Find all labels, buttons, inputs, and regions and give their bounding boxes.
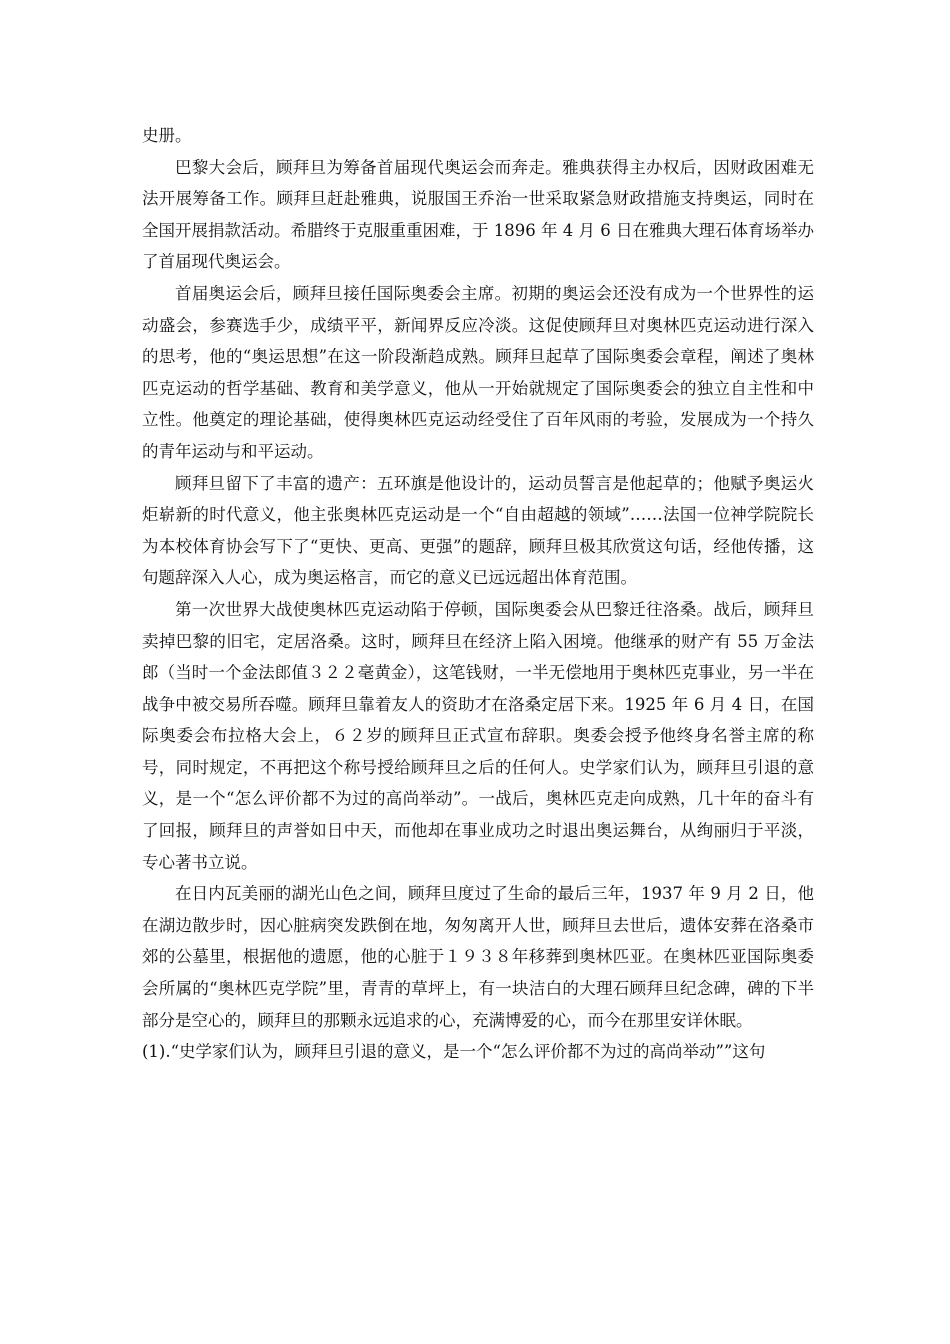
paragraph-ioc-president: 首届奥运会后，顾拜旦接任国际奥委会主席。初期的奥运会还没有成为一个世界性的运动盛会，参赛选手少，成绩平平，新闻界反应冷淡。这促使顾拜旦对奥林匹克运动进行深入的思考，他的“奥运思想”在这一阶段渐趋成熟。顾拜旦起草了国际奥委会章程，阐述了奥林匹克运动的哲学基础、教育和美学意义，他从一开始就规定了国际奥委会的独立自主性和中立性。他奠定的理论基础，使得奥林匹克运动经受住了百年风雨的考验，发展成为一个持久的青年运动与和平运动。 (142, 283, 814, 461)
question-1: (1).“史学家们认为，顾拜旦引退的意义，是一个“怎么评价都不为过的高尚举动””这句 (142, 1042, 766, 1062)
paragraph-legacy: 顾拜旦留下了丰富的遗产：五环旗是他设计的，运动员誓言是他起草的；他赋予奥运火炬崭新的时代意义，他主张奥林匹克运动是一个“自由超越的领域”……法国一位神学院院长为本校体育协会写下了“更快、更高、更强”的题辞，顾拜旦极其欣赏这句话，经他传播，这句题辞深入人心，成为奥运格言，而它的意义已远远超出体育范围。 (142, 473, 814, 588)
paragraph-resignation: 第一次世界大战使奥林匹克运动陷于停顿，国际奥委会从巴黎迁往洛桑。战后，顾拜旦卖掉巴黎的旧宅，定居洛桑。这时，顾拜旦在经济上陷入困境。他继承的财产有 55 万金法郎（当时一个金法郎值３２２毫黄金），这笔钱财，一半无偿地用于奥林匹克事业，另一半在战争中被交易所吞噬。顾拜旦靠着友人的资助才在洛桑定居下来。1925 年 6 月 4 日，在国际奥委会布拉格大会上，６２岁的顾拜旦正式宣布辞职。奥委会授予他终身名誉主席的称号，同时规定，不再把这个称号授给顾拜旦之后的任何人。史学家们认为，顾拜旦引退的意义，是一个“怎么评价都不为过的高尚举动”。一战后，奥林匹克走向成熟，几十年的奋斗有了回报，顾拜旦的声誉如日中天，而他却在事业成功之时退出奥运舞台，从绚丽归于平淡，专心著书立说。 (142, 599, 814, 872)
document-page (142, 120, 814, 1068)
paragraph-final-years: 在日内瓦美丽的湖光山色之间，顾拜旦度过了生命的最后三年，1937 年 9 月 2 日，他在湖边散步时，因心脏病突发跌倒在地，匆匆离开人世，顾拜旦去世后，遗体安葬在洛桑市郊的公墓里，根据他的遗愿，他的心脏于１９３８年移葬到奥林匹亚。在奥林匹亚国际奥委会所属的“奥林匹克学院”里，青青的草坪上，有一块洁白的大理石顾拜旦纪念碑，碑的下半部分是空心的，顾拜旦的那颗永远追求的心，充满博爱的心，而今在那里安详休眠。 (142, 884, 814, 1030)
paragraph-continuation: 史册。 (142, 126, 192, 145)
paragraph-first-olympics: 巴黎大会后，顾拜旦为筹备首届现代奥运会而奔走。雅典获得主办权后，因财政困难无法开展筹备工作。顾拜旦赶赴雅典，说服国王乔治一世采取紧急财政措施支持奥运，同时在全国开展捐款活动。希腊终于克服重重困难，于 1896 年 4 月 6 日在雅典大理石体育场举办了首届现代奥运会。 (142, 157, 814, 272)
